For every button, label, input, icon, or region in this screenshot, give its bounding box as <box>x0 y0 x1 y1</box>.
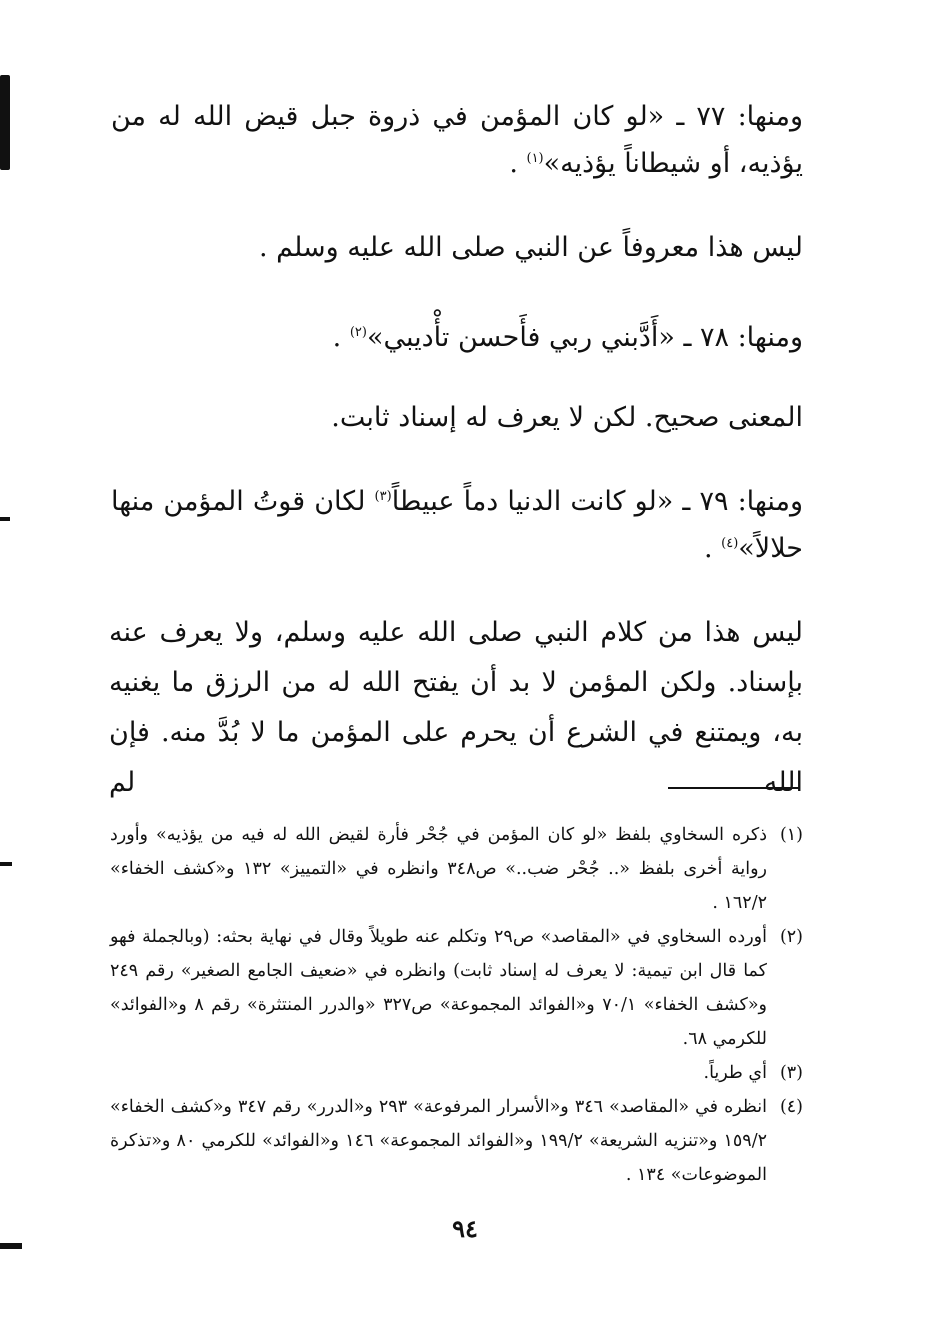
footnote-number: (٤) <box>779 1097 803 1117</box>
paragraph-text: ومنها: ٧٩ ـ «لو كانت الدنيا دماً عبيطاً <box>391 486 803 517</box>
paragraph-tail: . <box>509 148 527 179</box>
footnote-4 <box>110 1090 803 1192</box>
paragraph-text: ليس هذا معروفاً عن النبي صلى الله عليه وسلم . <box>258 232 803 263</box>
hadith-78-paragraph <box>111 314 803 361</box>
footnote-marker: (٣) <box>374 489 392 504</box>
scan-edge-mark <box>0 1243 22 1249</box>
paragraph-text: لكان قوتُ المؤمن منها حلالاً» <box>111 486 803 564</box>
footnote-2 <box>110 920 803 1056</box>
paragraph-text: ليس هذا من كلام النبي صلى الله عليه وسلم، ولا يعرف عنه بإسناد. ولكن المؤمن لا بد أن يفتح الله له من الرزق ما يغنيه به، ويمتنع في الشرع أن يحرم على المؤمن ما لا بُدَّ منه. فإن الله لم <box>109 617 803 798</box>
footnote-text: أي طرياً. <box>703 1063 767 1083</box>
commentary-78 <box>111 394 803 441</box>
paragraph-tail: . <box>703 533 722 564</box>
scan-edge-mark <box>0 862 12 866</box>
footnote-number: (٣) <box>779 1063 803 1083</box>
paragraph-text: المعنى صحيح. لكن لا يعرف له إسناد ثابت. <box>331 402 803 433</box>
footnote-marker: (١) <box>526 151 544 166</box>
scan-edge-mark <box>0 75 10 170</box>
footnote-number: (٢) <box>779 927 803 947</box>
footnotes-list <box>110 818 803 1192</box>
footnote-divider <box>668 787 799 789</box>
paragraph-text: ومنها: ٧٨ ـ «أَدَّبني ربي فأَحسن تأْديبي» <box>366 322 803 353</box>
footnote-marker: (٤) <box>721 536 739 551</box>
commentary-77 <box>111 224 803 271</box>
footnote-text: ذكره السخاوي بلفظ «لو كان المؤمن في جُحْر فأرة لقيض الله له فيه من يؤذيه» وأورد رواية أخرى بلفظ «.. جُحْر ضب..» ص٣٤٨ وانظره في «التمييز» ١٣٢ و«كشف الخفاء» ١٦٢/٢ . <box>110 825 767 913</box>
paragraph-text: ومنها: ٧٧ ـ «لو كان المؤمن في ذروة جبل قيض الله له من يؤذيه، أو شيطاناً يؤذيه» <box>111 101 803 179</box>
hadith-77-paragraph <box>111 93 803 187</box>
page-number: ٩٤ <box>452 1214 478 1243</box>
footnote-number: (١) <box>779 825 803 845</box>
paragraph-tail: . <box>332 322 350 353</box>
scan-edge-mark <box>0 517 10 521</box>
footnote-text: أورده السخاوي في «المقاصد» ص٢٩ وتكلم عنه طويلاً وقال في نهاية بحثه: (وبالجملة فهو كما قال ابن تيمية: لا يعرف له إسناد ثابت) وانظره في «ضعيف الجامع الصغير» رقم ٢٤٩ و«كشف الخفاء» ٧٠/١ و«الفوائد المجموعة» ص٣٢٧ «والدرر المنتثرة» رقم ٨ و«الفوائد» للكرمي ٦٨. <box>110 927 768 1049</box>
footnote-text: انظره في «المقاصد» ٣٤٦ و«الأسرار المرفوعة» ٢٩٣ و«الدرر» رقم ٣٤٧ و«كشف الخفاء» ١٥٩/٢ و«تنزيه الشريعة» ١٩٩/٢ و«الفوائد المجموعة» ١٤٦ و«الفوائد» للكرمي ٨٠ و«تذكرة الموضوعات» ١٣٤ . <box>110 1097 767 1185</box>
footnote-3 <box>110 1056 803 1090</box>
footnote-marker: (٢) <box>349 325 367 340</box>
commentary-79 <box>109 608 803 808</box>
hadith-79-paragraph <box>111 478 803 572</box>
footnote-1 <box>110 818 803 920</box>
